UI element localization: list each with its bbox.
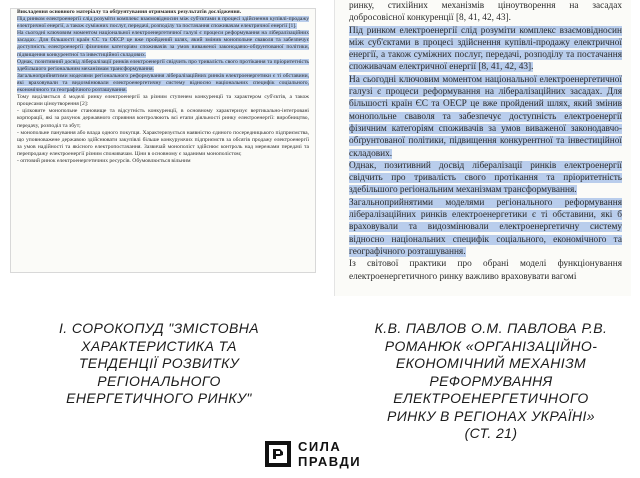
section-heading: Викладення основного матеріалу та обґрунтування отриманих результатів дослідження. <box>17 9 242 15</box>
paragraph-text: ринку, стихійних механізмів ціноутворення на засадах добросовісної конкуренції [8, 41, 42, 43]. <box>349 1 622 24</box>
highlighted-text: Загальноприйнятими моделями регіонального реформування лібералізаційних ринків електроенергетики є ті обставини, які б враховували та видозмінювали електроенергетичну систему відносно національних специфік соціального, економічного та географічного розташування. <box>349 197 622 257</box>
document-paragraph <box>11 59 315 73</box>
highlighted-text: Однак, позитивний досвід лібералізації ринків електроенергії свідчить про тривалість свого протікання та пріоритетність здебільшого регіональним механізмам трансформування. <box>17 58 309 72</box>
document-paragraph <box>335 197 631 258</box>
document-paragraph <box>335 160 631 197</box>
highlighted-text: На сьогодні ключовим моментом національної електроенергетичної галузі є процеси реформування на лібералізаційних засадах. Для більшості країн ЄС та ОЕСР це вже пройдений шлях, який змінив монопольне сваволя та забезпечує доступність електроенергії фізичним категоріям споживачів за умов виваженої законодавчо-обґрунтованої політики, підвищення конкурентної та інвестиційної складових. <box>17 30 309 58</box>
sila-pravdy-logo-icon <box>264 440 292 468</box>
document-paragraph <box>11 108 315 129</box>
document-paragraph <box>335 74 631 160</box>
highlighted-text: На сьогодні ключовим моментом національної електроенергетичної галузі є процеси реформування на лібералізаційних засадах. Для більшості країн ЄС та ОЕСР це вже пройдений шлях, який змінив монопольне сваволя та забезпечує доступність електроенергії фізичним категоріям споживачів за умов виваженої законодавчо-обґрунтованої політики, підвищення конкурентної та інвестиційної складових. <box>349 74 622 159</box>
paragraph-text: - цілковите монопольне становище та відсутність конкуренції, в основному характеризує вертикально-інтегровані корпорації, які за рахунок державного сприяння контролюють всі етапи діяльності ринку електроенергії: виробництво, передачу, розподіл та збут; <box>17 108 309 129</box>
brand-name-line2: ПРАВДИ <box>298 454 362 469</box>
document-paragraph <box>335 0 631 25</box>
document-paragraph <box>11 158 315 165</box>
document-paragraph <box>11 30 315 58</box>
paragraph-text: - монопольне панування або влада одного покупця. Характеризується наявністю єдиного посередницького підприємства, що уповноважене державою здійснювати закупівлі більше конкуруючих підприємств за обсягів продажу електроенергії за умов надійності та якісного електропостачання. Зазвичай монополіст здійснює контроль над мережами передачі та перепродажу електроенергії різним споживачам. Ціни в основному є заданими монополістом; <box>17 129 309 157</box>
brand-logo <box>264 438 384 472</box>
document-paragraph <box>335 258 631 283</box>
highlighted-text: Під ринком електроенергії слід розуміти комплекс взаємовідносин між суб'єктами в процесі здійснення купівлі-продажу електричної енергії, а також суміжних послуг, передачі, розподілу та постачання споживачам електричної енергії [8, 41, 42, 43]. <box>349 25 622 73</box>
highlighted-text: Однак, позитивний досвід лібералізації ринків електроенергії свідчить про тривалість свого протікання та пріоритетність здебільшого регіональним механізмам трансформування. <box>349 160 622 196</box>
brand-name <box>298 439 361 469</box>
right-document-scan <box>334 0 631 296</box>
brand-name-line1: СИЛА <box>298 439 342 454</box>
document-paragraph <box>11 130 315 158</box>
paragraph-text: Із світової практики про обрані моделі функціонування електроенергетичного ринку важливо враховувати вагомі <box>349 259 622 282</box>
document-paragraph <box>335 25 631 74</box>
document-paragraph <box>11 94 315 108</box>
document-paragraph <box>11 16 315 30</box>
right-source-caption: К.В. ПАВЛОВ О.М. ПАВЛОВА Р.В. РОМАНЮК «ОРГАНІЗАЦІЙНО-ЕКОНОМІЧНИЙ МЕХАНІЗМ РЕФОРМУВАННЯ ЕЛЕКТРОЕНЕРГЕТИЧНОГО РИНКУ В РЕГІОНАХ УКРАЇНІ» (СТ. 21) <box>374 320 608 441</box>
paragraph-text: Тому виділяється 4 моделі ринку електроенергії за різним ступенем конкуренції та характером суб'єктів, а також процесами ціноутворення [2]: <box>17 94 309 108</box>
document-paragraph <box>11 73 315 94</box>
paragraph-text: - оптовий ринок електроенергетичних ресурсів. Обумовлюється вільним <box>17 157 191 164</box>
left-document-scan <box>10 8 316 273</box>
highlighted-text: Під ринком електроенергії слід розуміти комплекс взаємовідносин між суб'єктами в процесі здійснення купівлі-продажу електричної енергії, а також суміжних послуг, передачі, розподілу та постачання споживачам електричної енергії [1]. <box>17 16 309 30</box>
left-source-caption: І. СОРОКОПУД "ЗМІСТОВНА ХАРАКТЕРИСТИКА ТА ТЕНДЕНЦІЇ РОЗВИТКУ РЕГІОНАЛЬНОГО ЕНЕРГЕТИЧНОГО РИНКУ" <box>59 320 259 406</box>
highlighted-text: Загальноприйнятими моделями регіонального реформування лібералізаційних ринків електроенергетики є ті обставини, які враховували та видозмінювали електроенергетичну систему відносно національних специфік соціального, економічного та географічного розташування. <box>17 72 309 94</box>
